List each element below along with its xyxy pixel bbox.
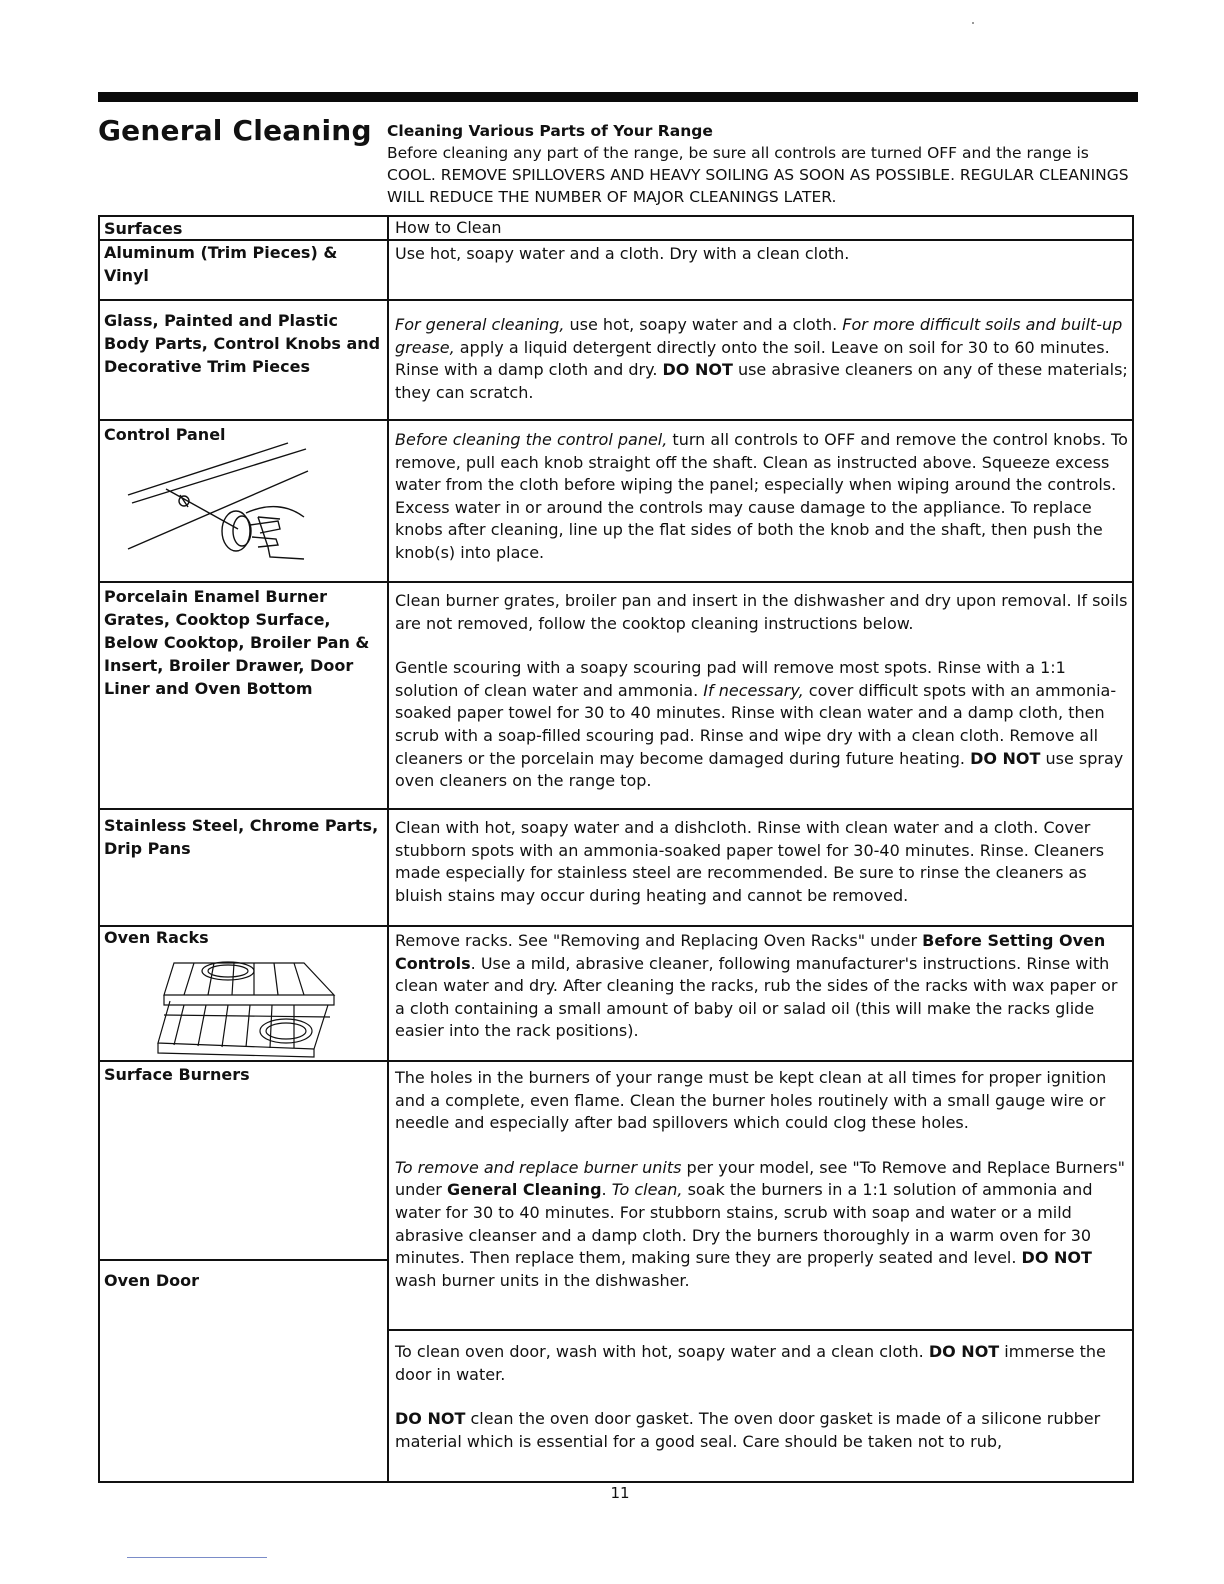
text-run: clean the oven door gasket. The oven door gasket is made of a silicone rubber material which is essential for a good seal. Care should be taken not to rub,	[395, 1409, 1101, 1451]
row-rule	[98, 1259, 388, 1261]
bold-text: Before Setting Oven Controls	[395, 931, 1106, 973]
page-title: General Cleaning	[98, 114, 372, 147]
instruction-paragraph	[395, 1067, 1130, 1135]
bold-text: DO NOT	[928, 1342, 1000, 1361]
text-run: per your model, see "To Remove and Replace Burners" under	[395, 1157, 1125, 1200]
row-rule	[98, 1481, 1134, 1483]
surface-label: Stainless Steel, Chrome Parts, Drip Pans	[104, 816, 379, 858]
instruction-paragraph	[395, 243, 1130, 266]
text-run: Gentle scouring with a soapy scouring pad will remove most spots. Rinse with a 1:1 solution of clean water and ammonia.	[395, 658, 1066, 700]
instruction-paragraph	[395, 429, 1130, 565]
intro-section	[387, 120, 1132, 208]
instruction-paragraph	[395, 1341, 1130, 1386]
intro-heading: Cleaning Various Parts of Your Range	[387, 122, 713, 140]
surface-label: Oven Door	[104, 1271, 199, 1290]
text-run: . Use a mild, abrasive cleaner, following manufacturer's instructions. Rinse with clean water and dry. After cleaning the racks, rub the sides of the racks with wax paper or a cloth containing a small amount of baby oil or salad oil (this will make the racks glide easier into the rack positions).	[395, 953, 1118, 1041]
header-surfaces: Surfaces	[104, 219, 183, 238]
text-run: use spray oven cleaners on the range top.	[395, 748, 1124, 791]
table-border-left	[98, 215, 100, 1483]
instruction-paragraph	[395, 1157, 1130, 1293]
text-run: Clean burner grates, broiler pan and insert in the dishwasher and dry upon removal. If soils are not removed, follow the cooktop cleaning instructions below.	[395, 591, 1128, 633]
italic-text: Before cleaning the control panel,	[395, 430, 668, 449]
text-run: Use hot, soapy water and a cloth. Dry with a clean cloth.	[395, 244, 850, 263]
header-how-to-clean: How to Clean	[395, 218, 502, 237]
text-run: immerse the door in water.	[395, 1342, 1106, 1384]
text-run: use abrasive cleaners on any of these materials; they can scratch.	[395, 360, 1128, 402]
surface-label: Oven Racks	[104, 928, 209, 947]
text-run: Clean with hot, soapy water and a dishcloth. Rinse with clean water and a cloth. Cover stubborn spots with an ammonia-soaked paper towel for 30-40 minutes. Rinse. Cleaners made especially for stainless steel are recommended. Be sure to rinse the cleaners as bluish stains may occur during heating and cannot be removed.	[395, 818, 1105, 905]
bold-text: DO NOT	[970, 748, 1041, 768]
cleaning-instructions	[395, 930, 1130, 1043]
row-rule	[98, 808, 1134, 810]
instruction-paragraph	[395, 657, 1130, 793]
text-run: Remove racks. See "Removing and Replacing Oven Racks" under	[395, 931, 923, 950]
row-rule	[98, 299, 1134, 301]
bold-text: DO NOT	[1021, 1248, 1092, 1268]
text-run: To clean oven door, wash with hot, soapy water and a clean cloth.	[395, 1342, 929, 1361]
surface-label: Aluminum (Trim Pieces) & Vinyl	[104, 243, 338, 285]
surface-label: Porcelain Enamel Burner Grates, Cooktop Surface, Below Cooktop, Broiler Pan & Insert, Broiler Drawer, Door Liner and Oven Bottom	[104, 587, 370, 698]
control-knob-illustration	[118, 437, 338, 567]
column-divider	[387, 215, 389, 1483]
instruction-paragraph	[395, 314, 1130, 404]
row-rule	[98, 419, 1134, 421]
bold-text: DO NOT	[662, 360, 733, 380]
row-rule	[98, 581, 1134, 583]
instruction-paragraph	[395, 817, 1130, 907]
bold-text: General Cleaning	[446, 1180, 602, 1200]
intro-body: Before cleaning any part of the range, be sure all controls are turned OFF and the range is COOL. REMOVE SPILLOVERS AND HEAVY SOILING AS SOON AS POSSIBLE. REGULAR CLEANINGS WILL REDUCE THE NUMBER OF MAJOR CLEANINGS LATER.	[387, 144, 1129, 206]
table-border-right	[1132, 215, 1134, 1483]
instruction-paragraph	[395, 930, 1130, 1043]
surface-label: Surface Burners	[104, 1065, 250, 1084]
italic-text: For general cleaning,	[395, 315, 565, 334]
italic-text: To clean,	[611, 1180, 683, 1200]
page-number: 11	[610, 1484, 630, 1502]
cleaning-instructions	[395, 314, 1130, 404]
text-run: .	[601, 1180, 612, 1200]
italic-text: If necessary,	[703, 680, 804, 700]
cleaning-table	[98, 215, 1134, 1483]
surface-label: Glass, Painted and Plastic Body Parts, Control Knobs and Decorative Trim Pieces	[104, 311, 381, 376]
footer-rule	[127, 1557, 267, 1558]
row-rule	[98, 1060, 1134, 1062]
italic-text: For more difficult soils and built-up grease,	[395, 315, 1123, 357]
cleaning-instructions	[395, 429, 1130, 565]
bold-text: DO NOT	[395, 1409, 466, 1429]
cleaning-instructions	[395, 1067, 1130, 1292]
cleaning-instructions	[395, 243, 1130, 266]
text-run: use hot, soapy water and a cloth.	[564, 315, 843, 334]
text-run: soak the burners in a 1:1 solution of ammonia and water for 30 to 40 minutes. For stubborn stains, scrub with soap and water or a mild abrasive cleanser and a damp cloth. Dry the burners thoroughly in a warm oven for 30 minutes. Then replace them, making sure they are properly seated and level.	[395, 1180, 1093, 1268]
instruction-paragraph	[395, 590, 1130, 635]
cleaning-instructions	[395, 590, 1130, 793]
text-run: apply a liquid detergent directly onto the soil. Leave on soil for 30 to 60 minutes. Rinse with a damp cloth and dry.	[395, 337, 1110, 380]
cleaning-instructions	[395, 1341, 1130, 1453]
text-run: The holes in the burners of your range must be kept clean at all times for proper ignition and a complete, even flame. Clean the burner holes routinely with a small gauge wire or needle and especially after bad spillovers which could clog these holes.	[395, 1068, 1107, 1133]
cleaning-instructions	[395, 817, 1130, 907]
scan-speck	[972, 22, 974, 24]
text-run: cover difficult spots with an ammonia-soaked paper towel for 30 to 40 minutes. Rinse with clean water and a damp cloth, then scrub with a soap-filled scouring pad. Rinse and wipe dry with a clean cloth. Remove all cleaners or the porcelain may become damaged during future heating.	[395, 680, 1117, 768]
instruction-paragraph	[395, 1408, 1130, 1453]
row-rule	[388, 1329, 1134, 1331]
surface-label: Control Panel	[104, 425, 226, 444]
text-run: turn all controls to OFF and remove the control knobs. To remove, pull each knob straight off the shaft. Clean as instructed above. Squeeze excess water from the cloth before wiping the panel; especially when wiping around the controls. Excess water in or around the controls may cause damage to the appliance. To replace knobs after cleaning, line up the flat sides of both the knob and the shaft, then push the knob(s) into place.	[395, 430, 1128, 562]
italic-text: To remove and replace burner units	[395, 1157, 682, 1177]
top-rule	[98, 92, 1138, 102]
oven-rack-illustration	[154, 953, 354, 1059]
text-run: wash burner units in the dishwasher.	[395, 1270, 690, 1290]
